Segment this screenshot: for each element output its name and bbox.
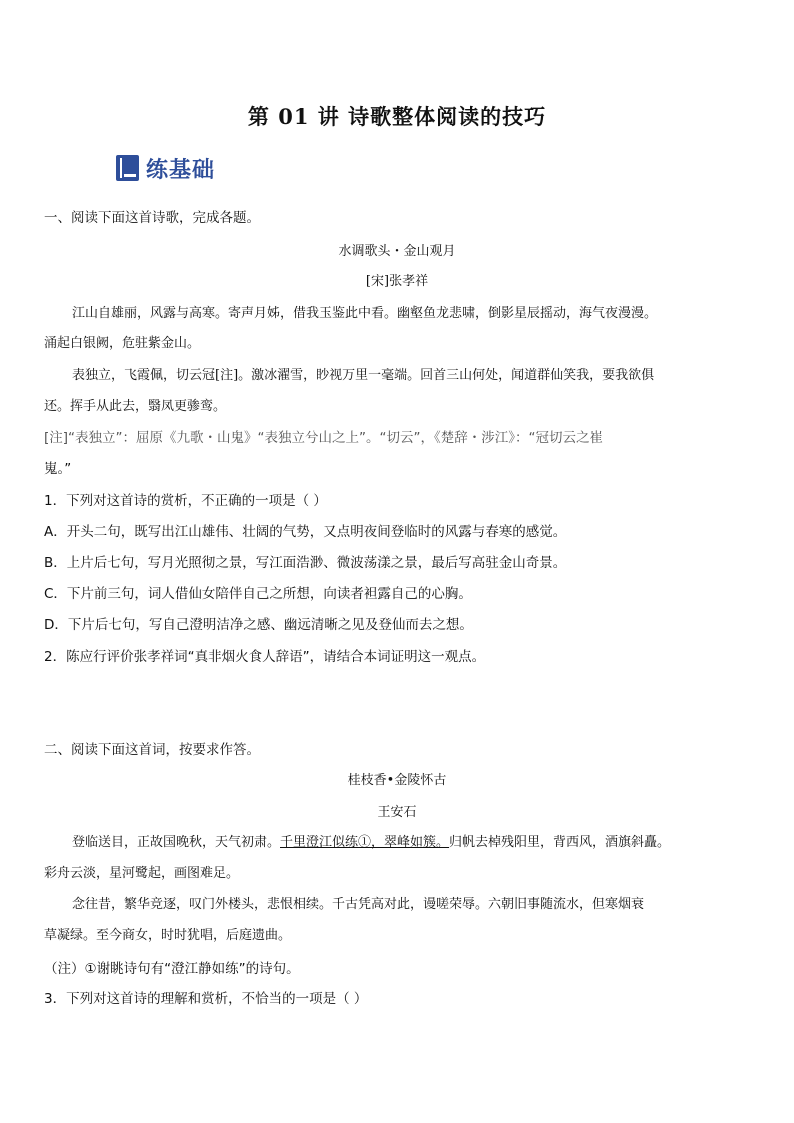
page-title: 第 01 讲 诗歌整体阅读的技巧	[247, 104, 547, 129]
option-d: D．下片后七句，写自己澄明洁净之感、幽远清晰之见及登仙而去之想。	[44, 617, 473, 633]
q1-poem-line: 还。挥手从此去，翳凤更骖鸾。	[44, 399, 227, 414]
q1-poem-title: 水调歌头・金山观月	[338, 244, 456, 259]
q2-poem-line: 彩舟云淡，星河鹭起，画图难足。	[44, 866, 240, 881]
question-2: 2．陈应行评价张孝祥词“真非烟火食人辞语”，请结合本词证明这一观点。	[44, 649, 486, 665]
underlined-phrase: 千里澄江似练①，翠峰如簇。	[280, 835, 450, 850]
q2-poem-line: 草凝绿。至今商女，时时犹唱，后庭遗曲。	[44, 928, 292, 943]
q2-poem-line: 念往昔，繁华竞逐，叹门外楼头，悲恨相续。千古凭高对此，谩嗟荣辱。六朝旧事随流水，但寒烟衰	[72, 897, 645, 912]
option-b: B．上片后七句，写月光照彻之景，写江面浩渺、微波荡漾之景，最后写高驻金山奇景。	[44, 555, 567, 571]
section-label: 练基础	[146, 157, 216, 183]
q1-poem-line: 江山自雄丽，风露与高寒。寄声月姊，借我玉鉴此中看。幽壑鱼龙悲啸，倒影星辰摇动，海气夜漫漫。	[72, 306, 658, 321]
option-a: A．开头二句，既写出江山雄伟、壮阔的气势，又点明夜间登临时的风露与春寒的感觉。	[44, 524, 567, 540]
option-c: C．下片前三句，词人借仙女陪伴自己之所想，向读者袒露自己的心胸。	[44, 586, 472, 602]
section-header	[116, 151, 215, 185]
q2-note: （注）①谢眺诗句有“澄江静如练”的诗句。	[44, 961, 300, 977]
q1-poem-line: 涌起白银阙，危驻紫金山。	[44, 336, 201, 351]
q1-note-line: [注]“表独立”：屈原《九歌・山鬼》“表独立兮山之上”。“切云”，《楚辞・涉江》：“冠切云之崔	[44, 430, 603, 446]
question-3: 3．下列对这首诗的理解和赏析，不恰当的一项是（ ）	[44, 991, 368, 1007]
q1-poem-author: [宋]张孝祥	[365, 274, 429, 289]
book-icon	[116, 155, 139, 181]
q2-heading: 二、阅读下面这首词，按要求作答。	[44, 742, 260, 758]
q2-poem-author: 王安石	[377, 805, 417, 820]
q1-heading: 一、阅读下面这首诗歌，完成各题。	[44, 210, 260, 226]
q2-poem-line: 登临送目，正故国晚秋，天气初肃。千里澄江似练①，翠峰如簇。归帆去棹残阳里，背西风，酒旗斜矗。	[72, 835, 671, 850]
question-1: 1．下列对这首诗的赏析，不正确的一项是（ ）	[44, 493, 327, 509]
q1-poem-line: 表独立，飞霞佩，切云冠[注]。激冰濯雪，眇视万里一毫端。回首三山何处，闻道群仙笑我，要我欲俱	[72, 368, 655, 383]
q1-note-line: 嵬。”	[44, 461, 72, 477]
q2-poem-title: 桂枝香•金陵怀古	[347, 773, 447, 788]
